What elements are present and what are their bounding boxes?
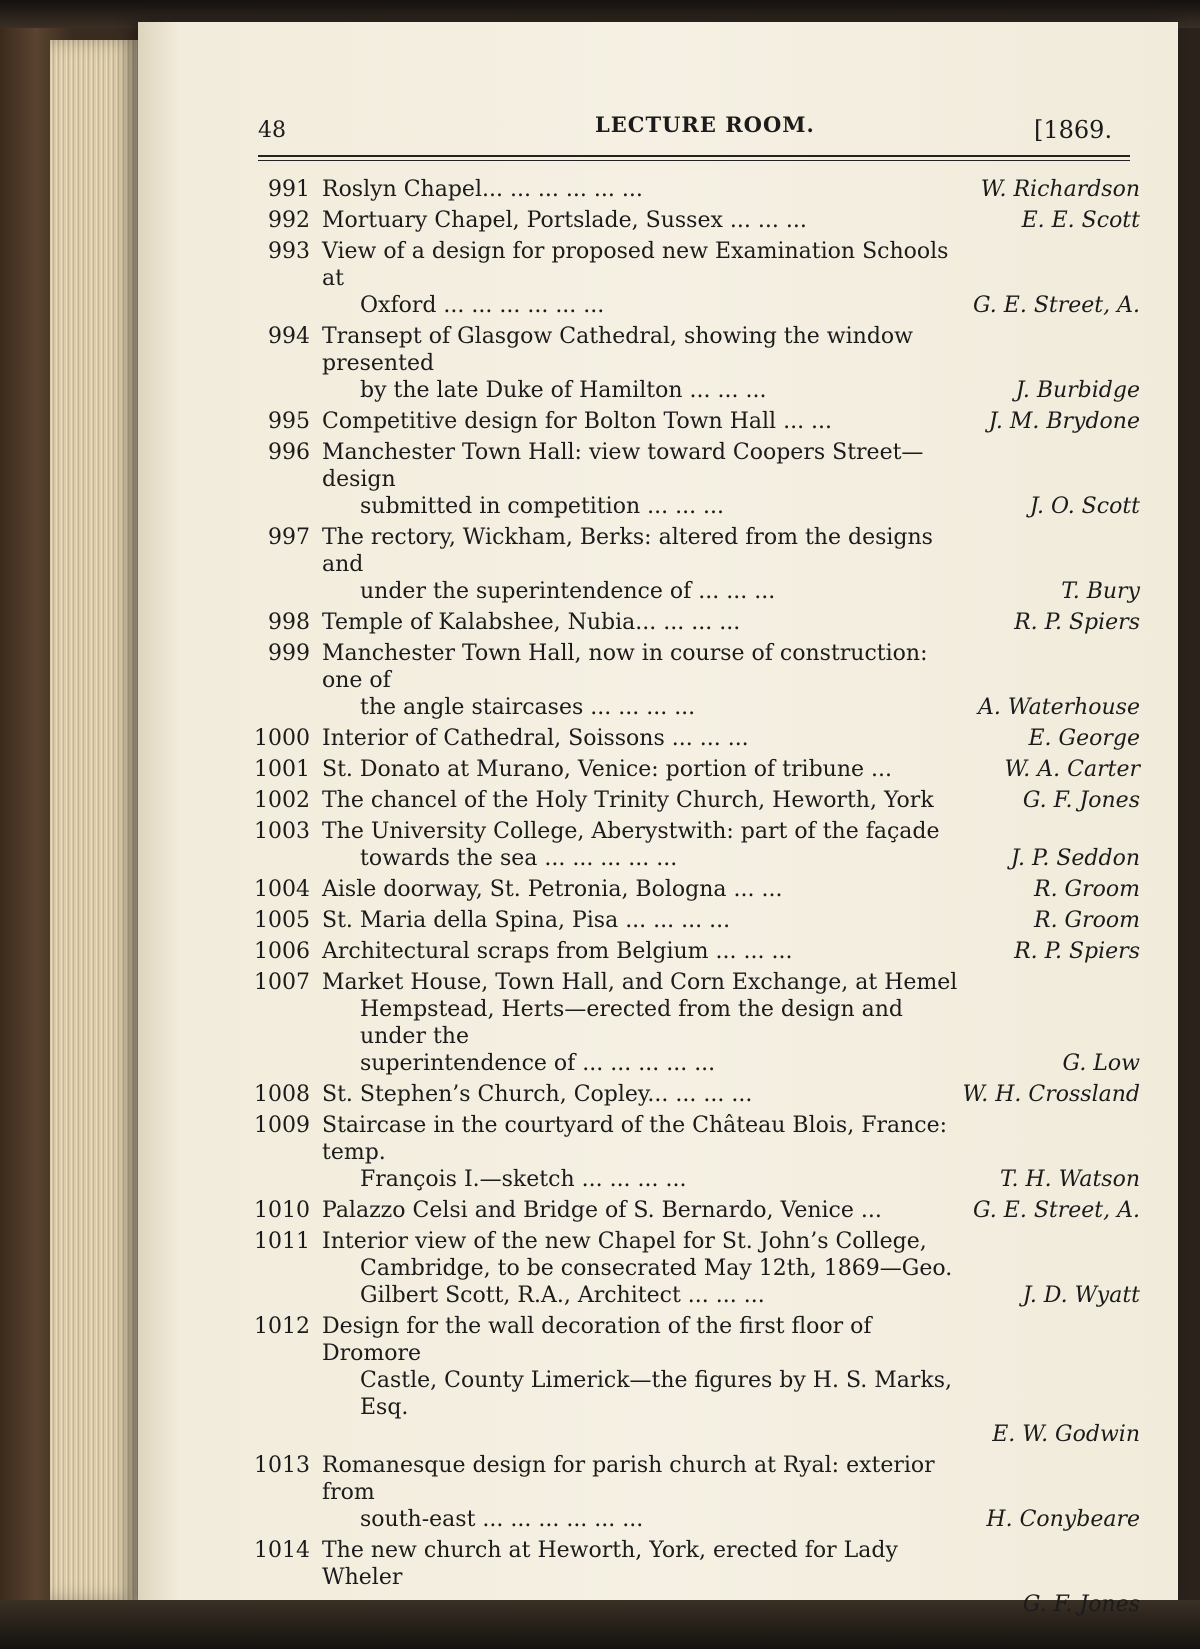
entry-number: 1001 — [254, 757, 310, 782]
entry-number: 1007 — [254, 970, 310, 995]
entry-line: Interior of Cathedral, Soissons ... ... ... — [322, 726, 749, 751]
entry-description — [322, 238, 965, 319]
entry-artist: J. P. Seddon — [1010, 846, 1140, 871]
catalogue-entry — [250, 907, 1150, 934]
entry-line: St. Donato at Murano, Venice: portion of tribune ... — [322, 757, 892, 782]
catalogue-entry — [250, 876, 1150, 903]
entry-line: The new church at Heworth, York, erected for Lady Wheler — [322, 1538, 898, 1590]
entry-line: towards the sea ... ... ... ... ... — [360, 846, 678, 871]
entry-artist: G. Low — [1062, 1051, 1140, 1076]
catalogue-entry — [250, 1537, 1150, 1618]
entry-line: The chancel of the Holy Trinity Church, Heworth, York — [322, 788, 934, 813]
entry-line: submitted in competition ... ... ... — [360, 494, 725, 519]
entry-number: 1003 — [254, 819, 310, 844]
section-title: LECTURE ROOM. — [595, 112, 815, 137]
entry-line: Aisle doorway, St. Petronia, Bologna ... ... — [322, 877, 783, 902]
entry-number: 1004 — [254, 877, 310, 902]
entry-description — [322, 1197, 965, 1224]
entry-line: Hempstead, Herts—erected from the design and under the — [360, 997, 903, 1049]
entry-number: 1002 — [254, 788, 310, 813]
entry-line: St. Stephen’s Church, Copley... ... ... ... — [322, 1082, 753, 1107]
entry-line: The University College, Aberystwith: part of the façade — [322, 819, 940, 844]
entry-number: 998 — [268, 610, 310, 635]
entry-line: Architectural scraps from Belgium ... ... ... — [322, 939, 793, 964]
entry-description — [322, 1452, 965, 1533]
entry-number: 1012 — [254, 1314, 310, 1339]
catalogue-entry — [250, 439, 1150, 520]
entry-line: Temple of Kalabshee, Nubia... ... ... ... — [322, 610, 741, 635]
entry-artist: R. Groom — [1034, 877, 1140, 902]
catalogue-list — [250, 176, 1150, 1622]
catalogue-entry — [250, 1197, 1150, 1224]
entry-line: View of a design for proposed new Examination Schools at — [322, 239, 949, 291]
entry-line: François I.—sketch ... ... ... ... — [360, 1167, 687, 1192]
entry-line: Palazzo Celsi and Bridge of S. Bernardo, Venice ... — [322, 1198, 882, 1223]
entry-number: 994 — [268, 324, 310, 349]
entry-line: Romanesque design for parish church at Ryal: exterior from — [322, 1453, 935, 1505]
catalogue-entry — [250, 524, 1150, 605]
entry-artist: G. F. Jones — [1022, 788, 1140, 813]
entry-description — [322, 408, 965, 435]
header-year: [1869. — [1034, 116, 1113, 144]
catalogue-entry — [250, 640, 1150, 721]
entry-artist: J. O. Scott — [1029, 494, 1140, 519]
entry-description — [322, 609, 965, 636]
catalogue-entry — [250, 818, 1150, 872]
catalogue-entry — [250, 787, 1150, 814]
entry-line: by the late Duke of Hamilton ... ... ... — [360, 378, 767, 403]
entry-line: St. Maria della Spina, Pisa ... ... ... ... — [322, 908, 731, 933]
entry-artist: W. H. Crossland — [962, 1082, 1140, 1107]
entry-line: Market House, Town Hall, and Corn Exchange, at Hemel — [322, 970, 958, 995]
entry-line: Gilbert Scott, R.A., Architect ... ... ... — [360, 1283, 765, 1308]
entry-line: south-east ... ... ... ... ... ... — [360, 1507, 644, 1532]
entry-artist: W. Richardson — [980, 177, 1140, 202]
entry-artist: J. M. Brydone — [988, 409, 1140, 434]
entry-line: Competitive design for Bolton Town Hall ... ... — [322, 409, 833, 434]
header-rule — [258, 155, 1130, 157]
entry-number: 1010 — [254, 1198, 310, 1223]
running-header — [258, 112, 1138, 152]
entry-description — [322, 876, 965, 903]
entry-number: 1005 — [254, 908, 310, 933]
entry-description — [322, 323, 965, 404]
entry-description — [322, 969, 965, 1077]
entry-description — [322, 1537, 965, 1591]
entry-artist: R. P. Spiers — [1014, 610, 1140, 635]
entry-description — [322, 787, 965, 814]
entry-description — [322, 1081, 965, 1108]
entry-number: 999 — [268, 641, 310, 666]
entry-number: 993 — [268, 239, 310, 264]
catalogue-entry — [250, 969, 1150, 1077]
entry-number: 1013 — [254, 1453, 310, 1478]
catalogue-entry — [250, 609, 1150, 636]
entry-artist: J. Burbidge — [1015, 378, 1140, 403]
entry-line: Mortuary Chapel, Portslade, Sussex ... ... ... — [322, 208, 807, 233]
entry-line: Roslyn Chapel... ... ... ... ... ... — [322, 177, 643, 202]
entry-number: 996 — [268, 440, 310, 465]
catalogue-entry — [250, 408, 1150, 435]
catalogue-entry — [250, 938, 1150, 965]
entry-artist: R. Groom — [1034, 908, 1140, 933]
entry-number: 1011 — [254, 1229, 310, 1254]
catalogue-entry — [250, 1228, 1150, 1309]
entry-artist: R. P. Spiers — [1014, 939, 1140, 964]
catalogue-entry — [250, 756, 1150, 783]
entry-artist: H. Conybeare — [986, 1507, 1140, 1532]
entry-artist: E. E. Scott — [1021, 208, 1140, 233]
entry-number: 997 — [268, 525, 310, 550]
catalogue-entry — [250, 176, 1150, 203]
entry-line: The rectory, Wickham, Berks: altered from the designs and — [322, 525, 933, 577]
entry-line: Oxford ... ... ... ... ... ... — [360, 293, 605, 318]
entry-description — [322, 756, 965, 783]
entry-line: under the superintendence of ... ... ... — [360, 579, 776, 604]
entry-description — [322, 640, 965, 721]
entry-artist: E. George — [1028, 726, 1140, 751]
entry-description — [322, 938, 965, 965]
entry-artist: G. E. Street, A. — [973, 1198, 1140, 1223]
entry-artist: A. Waterhouse — [978, 695, 1140, 720]
page-number: 48 — [258, 118, 286, 143]
catalogue-entry — [250, 1452, 1150, 1533]
entry-number: 1008 — [254, 1082, 310, 1107]
catalogue-entry — [250, 323, 1150, 404]
entry-number: 1006 — [254, 939, 310, 964]
catalogue-entry — [250, 1081, 1150, 1108]
entry-number: 1000 — [254, 726, 310, 751]
entry-description — [322, 524, 965, 605]
entry-artist: G. F. Jones — [1022, 1592, 1140, 1617]
entry-line: Manchester Town Hall: view toward Coopers Street—design — [322, 440, 924, 492]
catalogue-entry — [250, 238, 1150, 319]
entry-artist: T. Bury — [1061, 579, 1140, 604]
catalogue-entry — [250, 1112, 1150, 1193]
entry-artist: G. E. Street, A. — [973, 293, 1140, 318]
entry-line: Interior view of the new Chapel for St. John’s College, — [322, 1229, 927, 1254]
catalogue-entry — [250, 207, 1150, 234]
entry-number: 1009 — [254, 1113, 310, 1138]
entry-line: Cambridge, to be consecrated May 12th, 1869—Geo. — [360, 1256, 953, 1281]
entry-artist: J. D. Wyatt — [1022, 1283, 1140, 1308]
entry-artist: E. W. Godwin — [992, 1422, 1140, 1447]
entry-description — [322, 907, 965, 934]
entry-description — [322, 1313, 965, 1421]
entry-number: 991 — [268, 177, 310, 202]
entry-line: superintendence of ... ... ... ... ... — [360, 1051, 716, 1076]
page-stack-edge — [50, 40, 140, 1600]
entry-description — [322, 1112, 965, 1193]
entry-line: the angle staircases ... ... ... ... — [360, 695, 696, 720]
entry-description — [322, 176, 965, 203]
entry-description — [322, 207, 965, 234]
entry-line: Transept of Glasgow Cathedral, showing the window presented — [322, 324, 914, 376]
entry-number: 992 — [268, 208, 310, 233]
entry-description — [322, 818, 965, 872]
entry-number: 995 — [268, 409, 310, 434]
entry-description — [322, 1228, 965, 1309]
entry-line: Manchester Town Hall, now in course of construction: one of — [322, 641, 928, 693]
entry-line: Staircase in the courtyard of the Château Blois, France: temp. — [322, 1113, 948, 1165]
catalogue-entry — [250, 725, 1150, 752]
header-rule-thin — [258, 160, 1130, 161]
entry-line: Castle, County Limerick—the figures by H. S. Marks, Esq. — [360, 1368, 953, 1420]
entry-line: Design for the wall decoration of the first floor of Dromore — [322, 1314, 872, 1366]
entry-number: 1014 — [254, 1538, 310, 1563]
entry-artist: T. H. Watson — [1000, 1167, 1140, 1192]
entry-description — [322, 725, 965, 752]
entry-artist: W. A. Carter — [1004, 757, 1140, 782]
entry-description — [322, 439, 965, 520]
catalogue-entry — [250, 1313, 1150, 1448]
